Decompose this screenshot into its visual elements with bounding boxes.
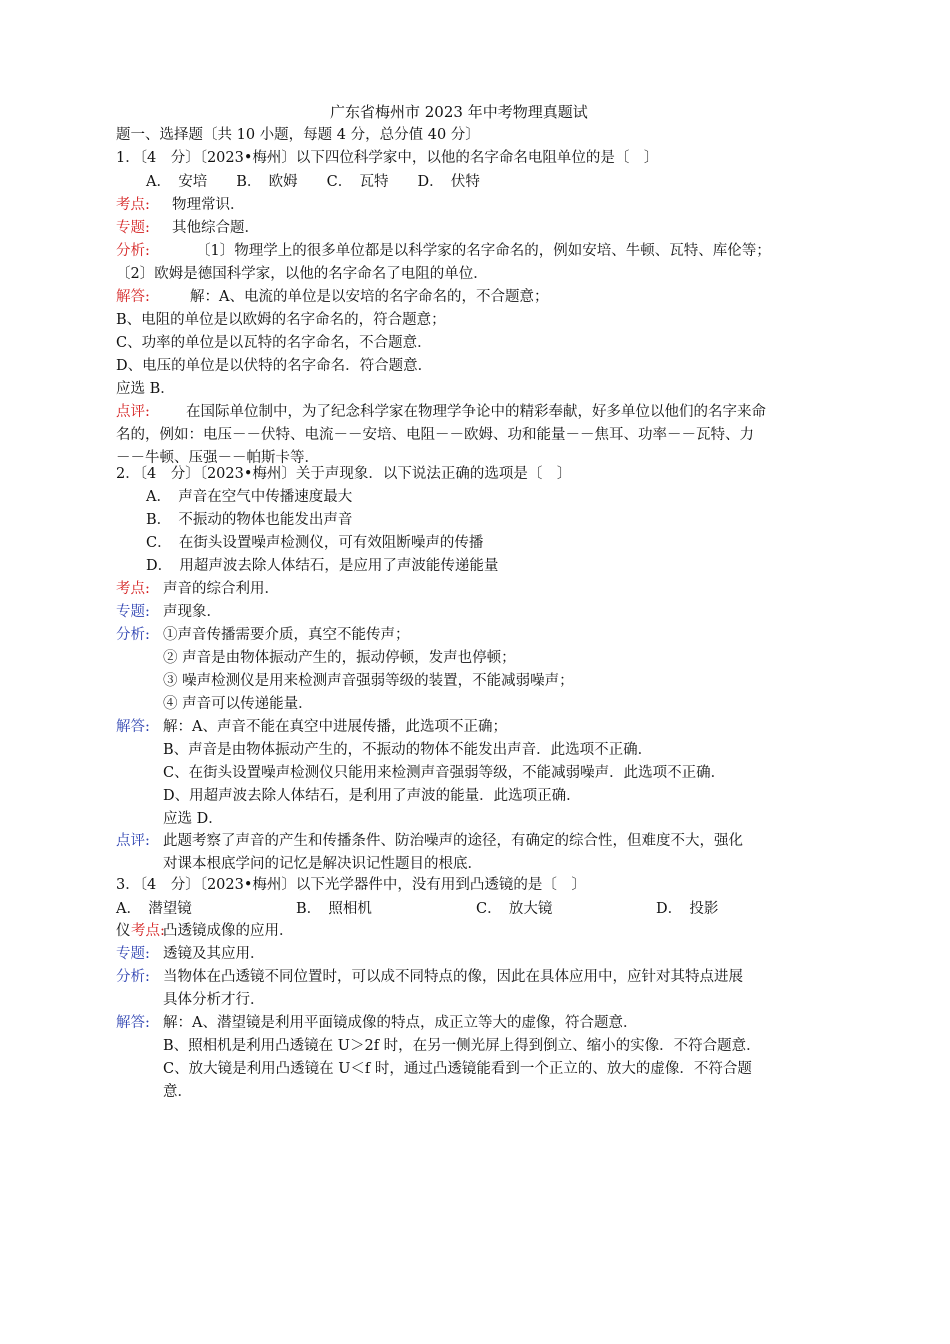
q1-zhuanti-label: 专题: [116,220,150,236]
q2-kaodian-label: 考点: [116,581,150,597]
q2-jieda-line2: B、声音是由物体振动产生的，不振动的物体不能发出声音．此选项不正确． [163,742,653,758]
q2-fenxi-line1: ①声音传播需要介质，真空不能传声； [163,627,410,643]
q2-fenxi-line4: ④ 声音可以传递能量． [163,696,313,712]
q2-fenxi-label: 分析: [116,627,150,643]
q2-jieda-line1: 解：A、声音不能在真空中进展传播，此选项不正确； [163,719,507,735]
q2-jieda-line5: 应选 D． [163,811,223,827]
q3-jieda-line1: 解：A、潜望镜是利用平面镜成像的特点，成正立等大的虚像，符合题意． [163,1015,638,1031]
q1-dianping-line1: 在国际单位制中，为了纪念科学家在物理学争论中的精彩奉献，好多单位以他们的名字来命 [186,404,766,420]
q3-option-d: D． 投影 [656,901,719,917]
q1-stem: 1．〔4 分〕〔2023•梅州〕以下四位科学家中，以他的名字命名电阻单位的是〔 〕 [116,150,659,166]
doc-title: 广东省梅州市 2023 年中考物理真题试 [330,103,588,121]
q1-kaodian-label: 考点: [116,197,150,213]
q3-jieda-line2: B、照相机是利用凸透镜在 U＞2f 时，在另一侧光屏上得到倒立、缩小的实像．不符合题意． [163,1038,761,1054]
q3-option-a: A． 潜望镜 [116,901,192,917]
q1-jieda-line2: B、电阻的单位是以欧姆的名字命名的，符合题意； [116,312,446,328]
q2-dianping-line2: 对课本根底学问的记忆是解决识记性题目的根底． [163,856,482,872]
q3-option-c: C． 放大镜 [476,901,553,917]
q1-fenxi-line2: 〔2〕欧姆是德国科学家，以他的名字命名了电阻的单位． [116,266,488,282]
q1-dianping-line3: －－牛顿、压强－－帕斯卡等． [116,450,319,466]
q2-option-d: D． 用超声波去除人体结石，是应用了声波能传递能量 [146,558,499,574]
q2-dianping-label: 点评: [116,833,150,849]
q3-jieda-line4: 意． [163,1084,192,1100]
q2-zhuanti-label: 专题: [116,604,150,620]
section-heading: 题一、选择题〔共 10 小题，每题 4 分，总分值 40 分〕 [116,127,480,143]
q2-zhuanti-text: 声现象． [163,604,221,620]
q2-option-c: C． 在街头设置噪声检测仪，可有效阻断噪声的传播 [146,535,484,551]
q2-fenxi-line2: ② 声音是由物体振动产生的，振动停顿，发声也停顿； [163,650,516,666]
q1-fenxi-label: 分析: [116,243,150,259]
q3-jieda-label: 解答: [116,1015,150,1031]
q2-option-a: A． 声音在空气中传播速度最大 [146,489,353,505]
q3-stem: 3．〔4 分〕〔2023•梅州〕以下光学器件中，没有用到凸透镜的是〔 〕 [116,877,586,893]
q1-jieda-label: 解答: [116,289,150,305]
q1-dianping-label: 点评: [116,404,150,420]
q2-dianping-line1: 此题考察了声音的产生和传播条件、防治噪声的途径，有确定的综合性，但难度不大，强化 [163,833,743,849]
q1-dianping-line2: 名的，例如：电压－－伏特、电流－－安培、电阻－－欧姆、功和能量－－焦耳、功率－－瓦特、力 [116,427,754,443]
q1-fenxi-line1: 〔1〕物理学上的很多单位都是以科学家的名字命名的，例如安培、牛顿、瓦特、库伦等； [196,243,771,259]
q1-jieda-line5: 应选 B． [116,381,175,397]
q1-jieda-line3: C、功率的单位是以瓦特的名字命名，不合题意． [116,335,432,351]
q3-option-b: B． 照相机 [296,901,372,917]
q1-kaodian-text: 物理常识． [172,197,245,213]
q2-kaodian-text: 声音的综合利用． [163,581,279,597]
q3-zhuanti-text: 透镜及其应用． [163,946,265,962]
q3-option-d-continuation: 仪 [116,923,131,939]
q3-jieda-line3: C、放大镜是利用凸透镜在 U＜f 时，通过凸透镜能看到一个正立的、放大的虚像．不符合题 [163,1061,752,1077]
q3-fenxi-line1: 当物体在凸透镜不同位置时，可以成不同特点的像，因此在具体应用中，应针对其特点进展 [163,969,743,985]
q2-jieda-line4: D、用超声波去除人体结石，是利用了声波的能量．此选项正确． [163,788,581,804]
q1-options: A． 安培 B． 欧姆 C． 瓦特 D． 伏特 [146,174,480,190]
q1-zhuanti-text: 其他综合题． [172,220,259,236]
q3-zhuanti-label: 专题: [116,946,150,962]
q2-fenxi-line3: ③ 噪声检测仪是用来检测声音强弱等级的装置，不能减弱噪声； [163,673,574,689]
q3-kaodian-label: 考点: [131,923,165,939]
q3-fenxi-label: 分析: [116,969,150,985]
q1-jieda-line4: D、电压的单位是以伏特的名字命名．符合题意． [116,358,433,374]
q1-jieda-line1: 解：A、电流的单位是以安培的名字命名的，不合题意； [190,289,549,305]
q2-option-b: B． 不振动的物体也能发出声音 [146,512,353,528]
q2-jieda-line3: C、在街头设置噪声检测仪只能用来检测声音强弱等级，不能减弱噪声．此选项不正确． [163,765,726,781]
q2-jieda-label: 解答: [116,719,150,735]
q3-kaodian-text: 凸透镜成像的应用． [163,923,294,939]
q2-stem: 2．〔4 分〕〔2023•梅州〕关于声现象．以下说法正确的选项是〔 〕 [116,466,572,482]
q3-fenxi-line2: 具体分析才行． [163,992,265,1008]
